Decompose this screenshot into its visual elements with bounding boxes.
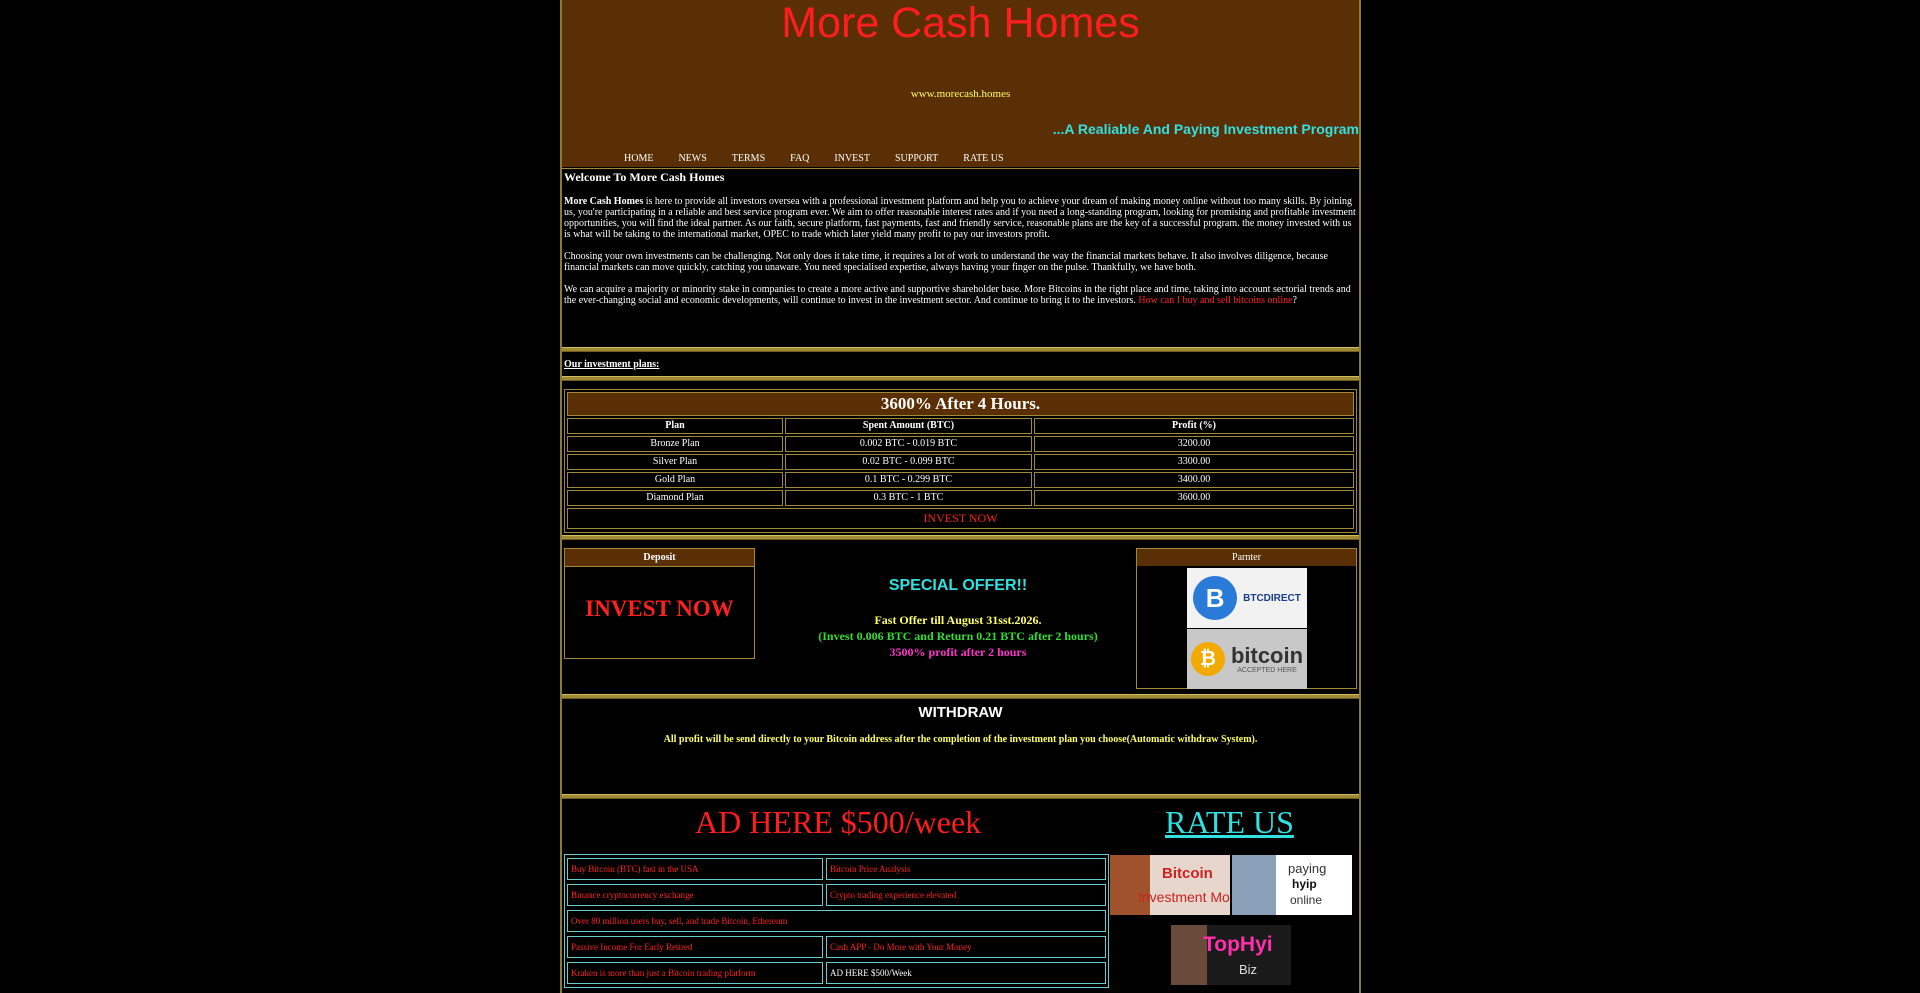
- paying-hyip-banner[interactable]: [1232, 855, 1352, 915]
- plan-name: Silver Plan: [567, 454, 783, 470]
- divider: [562, 794, 1359, 799]
- offer-terms: (Invest 0.006 BTC and Return 0.21 BTC after 2 hours): [818, 629, 1098, 643]
- column-header-amount: Spent Amount (BTC): [785, 418, 1032, 434]
- banner-text: TopHyi: [1203, 933, 1273, 956]
- page-container: [560, 0, 1361, 993]
- welcome-p3-end: ?: [1292, 295, 1297, 306]
- banner-text: Biz: [1239, 962, 1258, 977]
- investment-plans-table: [564, 389, 1357, 533]
- ad-link[interactable]: Kraken is more than just a Bitcoin trading platform: [567, 962, 823, 984]
- ad-link[interactable]: Cash APP - Do More with Your Money: [826, 936, 1106, 958]
- btcdirect-label: BTCDIRECT: [1243, 592, 1301, 604]
- site-tagline: ...A Realiable And Paying Investment Program: [1052, 121, 1359, 137]
- bitcoin-investment-banner[interactable]: [1110, 855, 1230, 915]
- plan-profit: 3200.00: [1034, 436, 1354, 452]
- btcdirect-logo-icon: B: [1193, 576, 1237, 620]
- deposit-invest-now-button[interactable]: INVEST NOW: [585, 596, 734, 621]
- buy-sell-bitcoin-link[interactable]: How can I buy and sell bitcoins online: [1138, 295, 1293, 306]
- rate-us-heading-link[interactable]: RATE US: [1165, 804, 1294, 840]
- divider: [562, 535, 1359, 540]
- divider: [562, 376, 1359, 381]
- ad-heading: AD HERE $500/week: [695, 804, 982, 840]
- plan-name: Diamond Plan: [567, 490, 783, 506]
- deposit-box: [564, 548, 755, 659]
- welcome-paragraph-3: [564, 284, 1356, 306]
- partner-heading: Parnter: [1137, 549, 1356, 566]
- banner-figure-icon: [1171, 925, 1207, 985]
- ad-link[interactable]: Bitcoin Price Analysis: [826, 858, 1106, 880]
- ad-link[interactable]: Passive Income For Early Retired: [567, 936, 823, 958]
- welcome-p3-text: We can acquire a majority or minority stake in companies to create a more active and supportive shareholder base. More Bitcoins in the right place and time, taking into account sectorial trends and the ever-changing social and economic developments, will continue to invest in the investment sector. And continue to bring it to the investors.: [564, 284, 1351, 306]
- site-header: [562, 0, 1359, 167]
- nav-invest[interactable]: INVEST: [834, 153, 870, 164]
- plan-profit: 3400.00: [1034, 472, 1354, 488]
- banner-text: hyip: [1292, 877, 1317, 891]
- site-url: www.morecash.homes: [910, 88, 1011, 100]
- nav-news[interactable]: NEWS: [678, 153, 707, 164]
- nav-rate-us[interactable]: RATE US: [963, 153, 1004, 164]
- bitcoin-word: bitcoin: [1230, 642, 1304, 668]
- plan-profit: 3300.00: [1034, 454, 1354, 470]
- brand-name: More Cash Homes: [564, 196, 644, 207]
- special-offer-title: SPECIAL OFFER!!: [888, 577, 1028, 594]
- banner-text: Investment Mo: [1138, 889, 1230, 905]
- ad-link[interactable]: Buy Bitcoin (BTC) fast in the USA: [567, 858, 823, 880]
- plan-profit: 3600.00: [1034, 490, 1354, 506]
- bitcoin-logo-icon: ₿: [1191, 642, 1225, 676]
- withdraw-text: All profit will be send directly to your Bitcoin address after the completion of the investment plan you choose(Automatic withdraw System).: [663, 734, 1258, 745]
- plan-name: Bronze Plan: [567, 436, 783, 452]
- offer-deadline: Fast Offer till August 31sst.2026.: [874, 613, 1042, 627]
- btcdirect-badge[interactable]: [1187, 568, 1307, 628]
- divider: [562, 168, 1359, 169]
- nav-faq[interactable]: FAQ: [790, 153, 810, 164]
- plans-invest-now-button[interactable]: INVEST NOW: [567, 508, 1354, 529]
- plan-amount: 0.002 BTC - 0.019 BTC: [785, 436, 1032, 452]
- plans-table-title: 3600% After 4 Hours.: [567, 392, 1354, 416]
- divider: [562, 347, 1359, 352]
- banner-figure-icon: [1110, 855, 1150, 915]
- welcome-heading: Welcome To More Cash Homes: [564, 170, 725, 184]
- partner-box: [1136, 548, 1357, 689]
- ad-links-table: [564, 854, 1109, 988]
- ad-link[interactable]: Crypto trading experience elevated: [826, 884, 1106, 906]
- ad-link[interactable]: AD HERE $500/Week: [826, 962, 1106, 984]
- plan-name: Gold Plan: [567, 472, 783, 488]
- column-header-plan: Plan: [567, 418, 783, 434]
- site-title: More Cash Homes: [781, 0, 1140, 47]
- accepted-here-text: ACCEPTED HERE: [1237, 666, 1297, 674]
- banner-text: online: [1290, 893, 1323, 907]
- nav-terms[interactable]: TERMS: [731, 153, 766, 164]
- main-nav: [624, 153, 1029, 164]
- plan-amount: 0.3 BTC - 1 BTC: [785, 490, 1032, 506]
- welcome-paragraph-1: [564, 196, 1356, 240]
- divider: [562, 694, 1359, 699]
- banner-text: Bitcoin: [1162, 865, 1213, 882]
- special-offer: [758, 577, 1158, 660]
- bitcoin-accepted-badge[interactable]: [1187, 629, 1307, 689]
- column-header-profit: Profit (%): [1034, 418, 1354, 434]
- deposit-heading: Deposit: [565, 549, 754, 567]
- ad-link[interactable]: Binance cryptocurrency exchange: [567, 884, 823, 906]
- tophyip-banner[interactable]: [1171, 925, 1291, 985]
- plan-amount: 0.02 BTC - 0.099 BTC: [785, 454, 1032, 470]
- offer-profit: 3500% profit after 2 hours: [889, 645, 1027, 659]
- nav-home[interactable]: HOME: [624, 153, 654, 164]
- nav-support[interactable]: SUPPORT: [894, 153, 939, 164]
- welcome-p1-text: is here to provide all investors oversea with a professional investment platform and help you to achieve your dream of making money online without too many skills. By joining us, you're participating in a reliable and best service program ever. We aim to offer reasonable interest rates and if you need a long-standing program, looking for promising and profitable investment opportunities, you will find the ideal partner. As our faith, secure platform, fast payments, fast and friendly service, reasonable plans are the key of a successful program. the money invested with us is what will be taking to the international market, OPEC to trade which later yield many profit to pay our investors profit.: [564, 196, 1356, 240]
- plans-heading: Our investment plans:: [564, 359, 660, 370]
- banner-text: paying: [1288, 861, 1327, 876]
- withdraw-heading: WITHDRAW: [918, 704, 1003, 721]
- plan-amount: 0.1 BTC - 0.299 BTC: [785, 472, 1032, 488]
- ad-link[interactable]: Over 80 million users buy, sell, and trade Bitcoin, Ethereum: [567, 910, 1106, 932]
- welcome-paragraph-2: Choosing your own investments can be challenging. Not only does it take time, it requires a lot of work to understand the way the financial markets behave. It also involves diligence, because financial markets can move quickly, catching you unaware. You need specialised expertise, always having your finger on the pulse. Thankfully, we have both.: [564, 251, 1328, 273]
- banner-figure-icon: [1232, 855, 1276, 915]
